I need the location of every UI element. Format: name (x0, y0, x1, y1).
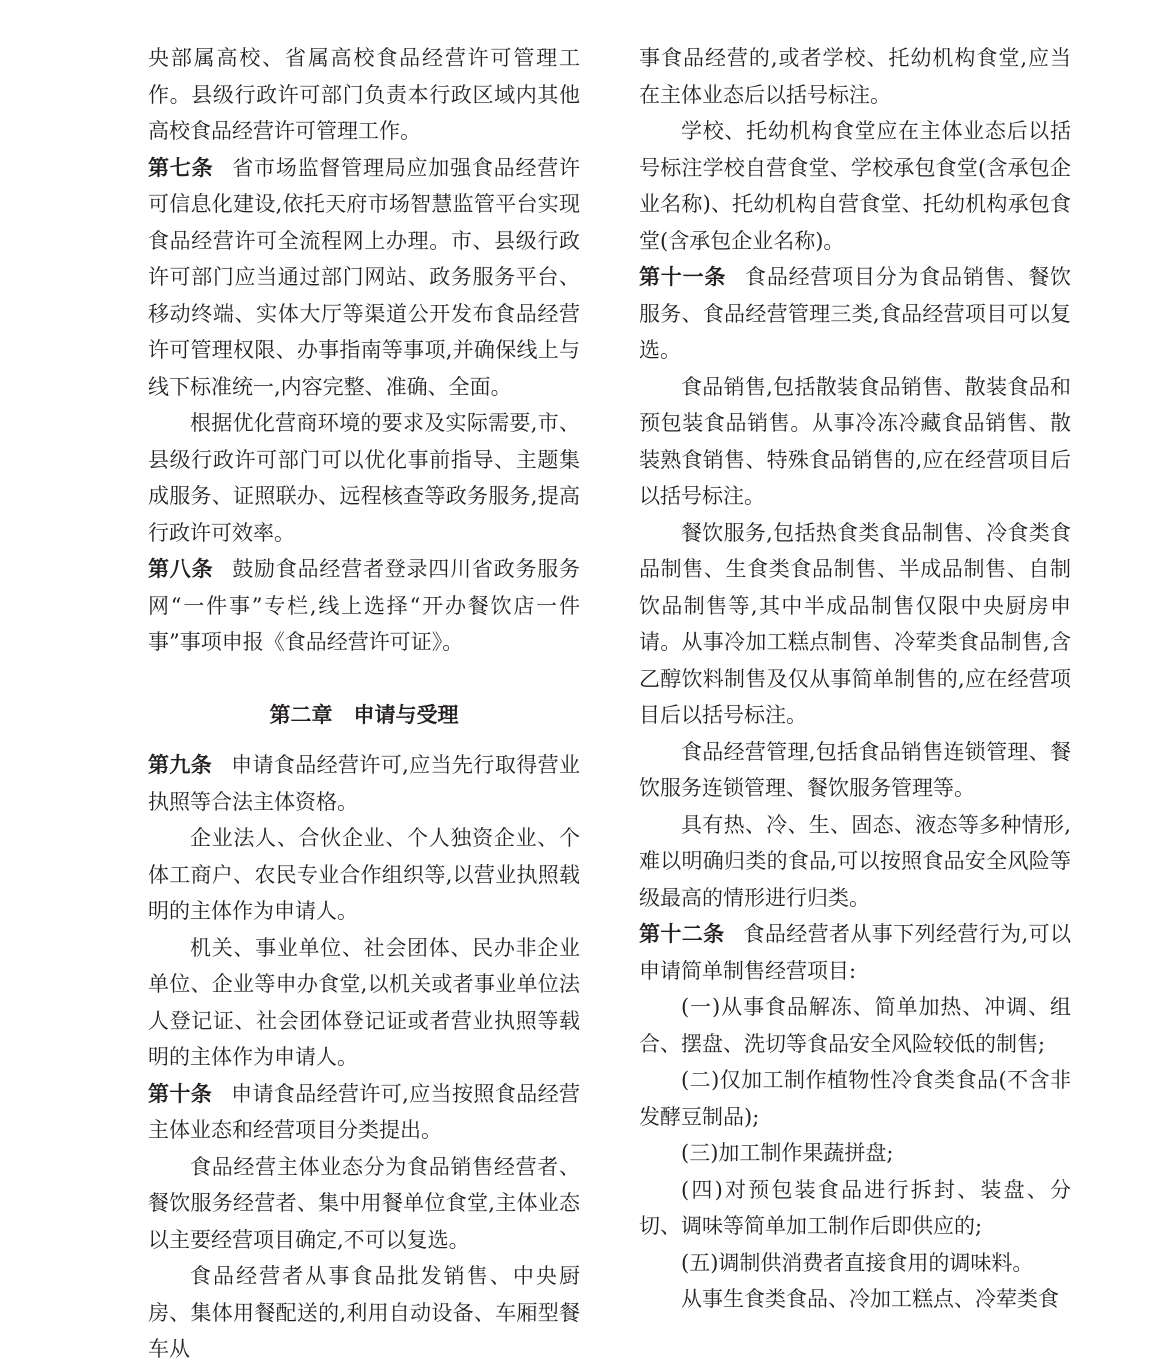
article-text: 省市场监督管理局应加强食品经营许可信息化建设,依托天府市场智慧监管平台实现食品经营许可全流程网上办理。市、县级行政许可部门应当通过部门网站、政务服务平台、移动终端、实体大厅等渠道公开发布食品经营许可管理权限、办事指南等事项,并确保线上与线下标准统一,内容完整、准确、全面。 (148, 155, 581, 399)
paragraph: 食品经营管理,包括食品销售连锁管理、餐饮服务连锁管理、餐饮服务管理等。 (639, 739, 1071, 800)
article-9 (148, 747, 580, 820)
paragraph: 食品经营者从事食品批发销售、中央厨房、集体用餐配送的,利用自动设备、车厢型餐车从 (148, 1264, 580, 1361)
paragraph: 企业法人、合伙企业、个人独资企业、个体工商户、农民专业合作组织等,以营业执照载明的主体作为申请人。 (148, 826, 580, 923)
paragraph: 根据优化营商环境的要求及实际需要,市、县级行政许可部门可以优化事前指导、主题集成服务、证照联办、远程核查等政务服务,提高行政许可效率。 (148, 411, 580, 545)
list-item: (五)调制供消费者直接食用的调味料。 (681, 1250, 1034, 1275)
paragraph: 机关、事业单位、社会团体、民办非企业单位、企业等申办食堂,以机关或者事业单位法人登记证、社会团体登记证或者营业执照等载明的主体作为申请人。 (148, 935, 580, 1069)
article-label: 第九条 (148, 753, 213, 777)
article-label: 第八条 (148, 557, 214, 581)
article-text: 申请食品经营许可,应当按照食品经营主体业态和经营项目分类提出。 (148, 1081, 580, 1142)
article-text: 食品经营者从事下列经营行为,可以申请简单制售经营项目: (639, 922, 1071, 983)
article-text: 食品经营项目分为食品销售、餐饮服务、食品经营管理三类,食品经营项目可以复选。 (639, 265, 1072, 362)
paragraph: 从事生食类食品、冷加工糕点、冷荤类食 (681, 1287, 1059, 1311)
paragraph: 食品经营主体业态分为食品销售经营者、餐饮服务经营者、集中用餐单位食堂,主体业态以主要经营项目确定,不可以复选。 (148, 1154, 580, 1252)
list-item: (三)加工制作果蔬拼盘; (681, 1141, 894, 1165)
paragraph: 事食品经营的,或者学校、托幼机构食堂,应当在主体业态后以括号标注。 (639, 46, 1071, 107)
article-11 (639, 259, 1071, 369)
article-7 (148, 150, 580, 406)
paragraph: 食品销售,包括散装食品销售、散装食品和预包装食品销售。从事冷冻冷藏食品销售、散装熟食销售、特殊食品销售的,应在经营项目后以括号标注。 (639, 374, 1071, 508)
paragraph: 学校、托幼机构食堂应在主体业态后以括号标注学校自营食堂、学校承包食堂(含承包企业名称)、托幼机构自营食堂、托幼机构承包食堂(含承包企业名称)。 (639, 119, 1071, 253)
list-item: (四)对预包装食品进行拆封、装盘、分切、调味等简单加工制作后即供应的; (639, 1177, 1071, 1238)
paragraph: 具有热、冷、生、固态、液态等多种情形,难以明确归类的食品,可以按照食品安全风险等级最高的情形进行归类。 (639, 812, 1071, 910)
article-label: 第十二条 (639, 922, 725, 946)
article-label: 第七条 (148, 155, 214, 180)
chapter-heading: 第二章 申请与受理 (269, 702, 459, 727)
article-label: 第十一条 (639, 265, 727, 289)
article-12 (639, 916, 1071, 989)
paragraph: 央部属高校、省属高校食品经营许可管理工作。县级行政许可部门负责本行政区域内其他高校食品经营许可管理工作。 (148, 46, 580, 143)
list-item: (二)仅加工制作植物性冷食类食品(不含非发酵豆制品); (639, 1068, 1071, 1129)
list-item: (一)从事食品解冻、简单加热、冲调、组合、摆盘、洗切等食品安全风险较低的制售; (639, 995, 1071, 1056)
article-8 (148, 551, 580, 661)
article-text: 鼓励食品经营者登录四川省政务服务网“一件事”专栏,线上选择“开办餐饮店一件事”事项申报《食品经营许可证》。 (148, 557, 581, 654)
article-label: 第十条 (148, 1081, 213, 1106)
article-10 (148, 1076, 580, 1149)
left-column (148, 40, 580, 1368)
article-text: 申请食品经营许可,应当先行取得营业执照等合法主体资格。 (148, 753, 580, 814)
paragraph: 餐饮服务,包括热食类食品制售、冷食类食品制售、生食类食品制售、半成品制售、自制饮品制售等,其中半成品制售仅限中央厨房申请。从事冷加工糕点制售、冷荤类食品制售,含乙醇饮料制售及仅从事简单制售的,应在经营项目后以括号标注。 (639, 520, 1071, 727)
right-column (639, 40, 1071, 1318)
